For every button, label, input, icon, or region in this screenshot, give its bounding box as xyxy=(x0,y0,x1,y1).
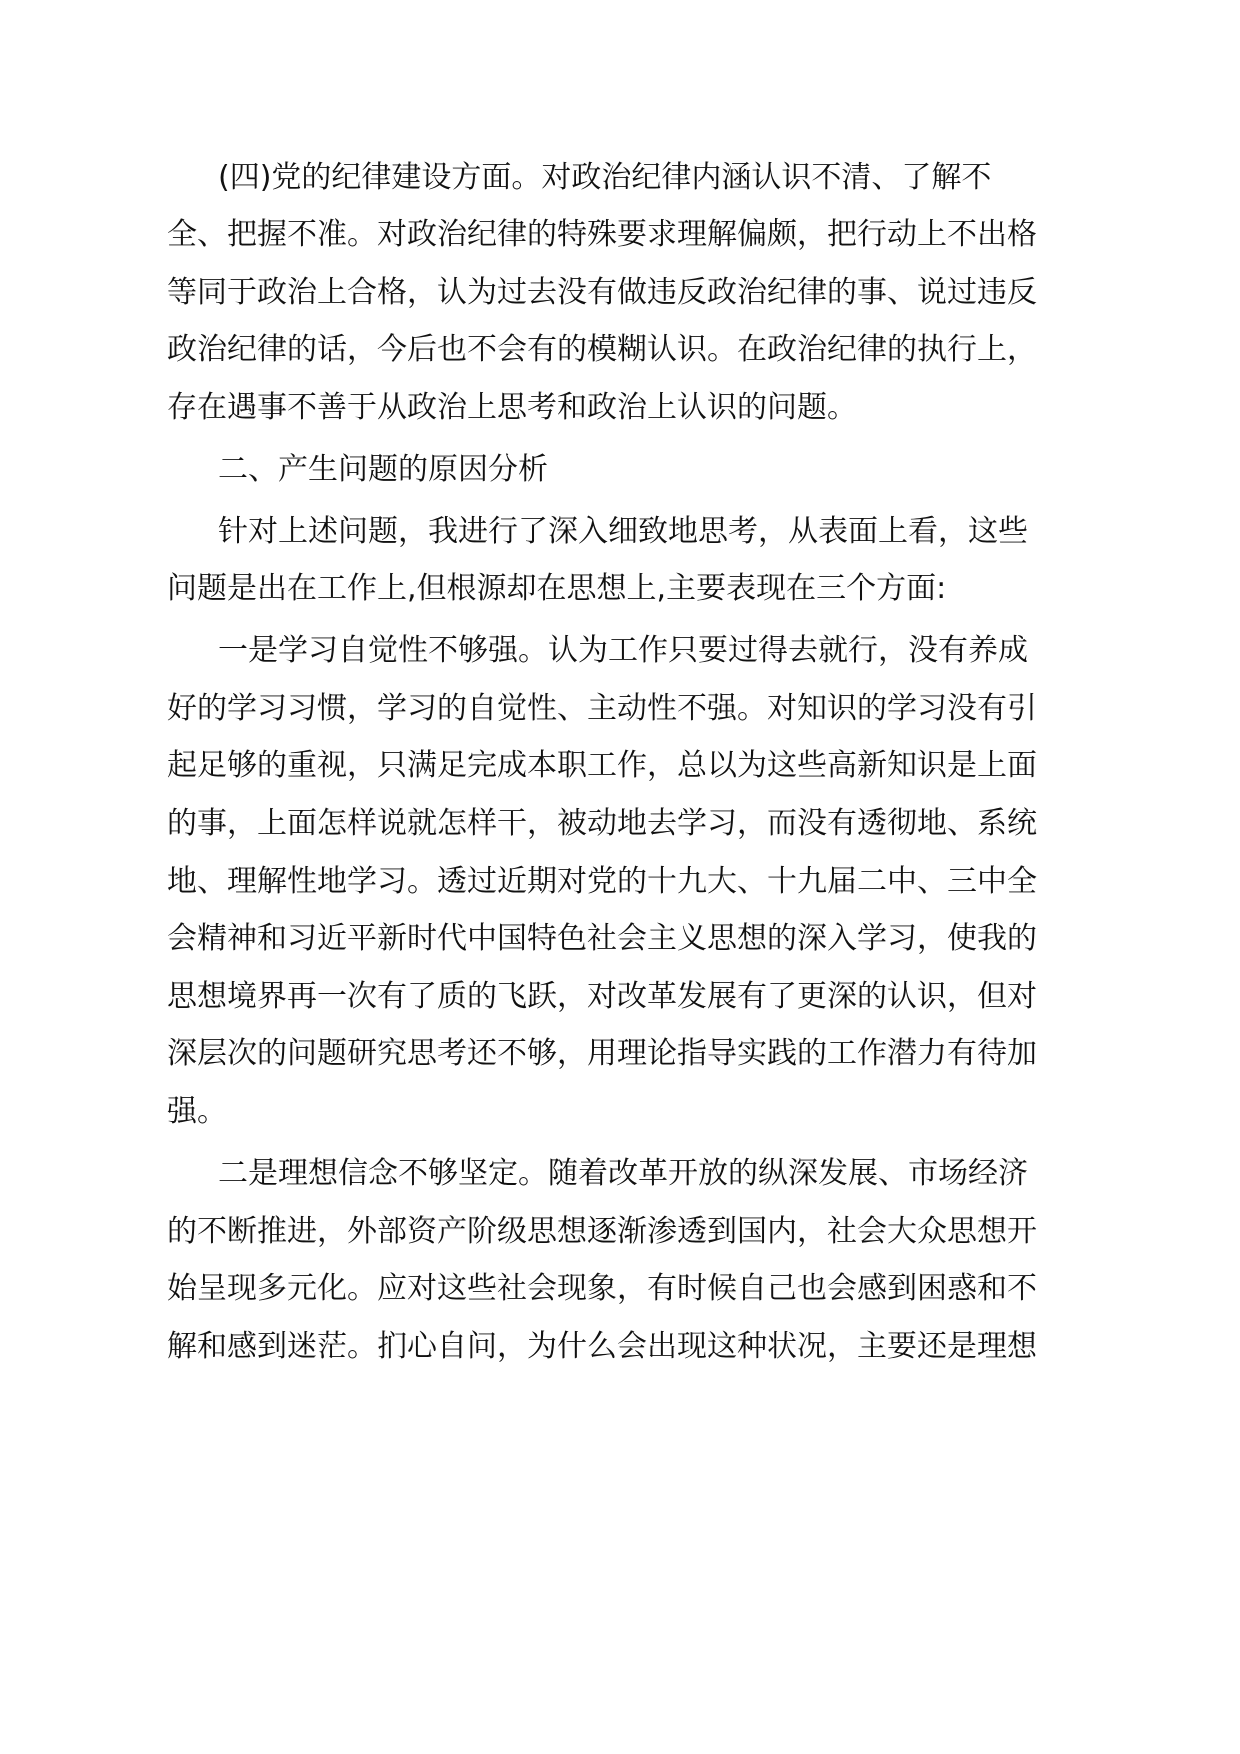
line-text: 好的学习习惯，学习的自觉性、主动性不强。对知识的学习没有引 xyxy=(167,691,1037,726)
text-line xyxy=(0,146,1240,210)
text-line xyxy=(0,677,1240,741)
line-text: 政治纪律的话，今后也不会有的模糊认识。在政治纪律的执行上， xyxy=(167,332,1037,367)
text-line xyxy=(0,500,1240,564)
text-line xyxy=(0,376,1240,440)
text-line xyxy=(0,1080,1240,1144)
text-line xyxy=(0,619,1240,683)
text-line xyxy=(0,1257,1240,1321)
line-text: (四)党的纪律建设方面。对政治纪律内涵认识不清、了解不 xyxy=(218,160,992,195)
line-text: 全、把握不准。对政治纪律的特殊要求理解偏颇，把行动上不出格 xyxy=(167,217,1037,252)
line-text: 一是学习自觉性不够强。认为工作只要过得去就行，没有养成 xyxy=(218,633,1028,668)
text-line xyxy=(0,907,1240,971)
line-text: 二是理想信念不够坚定。随着改革开放的纵深发展、市场经济 xyxy=(218,1156,1028,1191)
text-line xyxy=(0,850,1240,914)
line-text: 存在遇事不善于从政治上思考和政治上认识的问题。 xyxy=(167,390,857,425)
section-heading xyxy=(0,438,1240,502)
line-text: 始呈现多元化。应对这些社会现象，有时候自己也会感到困惑和不 xyxy=(167,1271,1037,1306)
text-line xyxy=(0,965,1240,1029)
line-text: 深层次的问题研究思考还不够，用理论指导实践的工作潜力有待加 xyxy=(167,1036,1037,1071)
line-text: 地、理解性地学习。透过近期对党的十九大、十九届二中、三中全 xyxy=(167,864,1037,899)
line-text: 解和感到迷茫。扪心自问，为什么会出现这种状况，主要还是理想 xyxy=(167,1329,1037,1364)
text-line xyxy=(0,557,1240,621)
line-text: 等同于政治上合格，认为过去没有做违反政治纪律的事、说过违反 xyxy=(167,275,1037,310)
text-line xyxy=(0,1022,1240,1086)
line-text: 思想境界再一次有了质的飞跃，对改革发展有了更深的认识，但对 xyxy=(167,979,1037,1014)
text-line xyxy=(0,734,1240,798)
text-line xyxy=(0,261,1240,325)
heading-text: 二、产生问题的原因分析 xyxy=(218,452,548,487)
line-text: 问题是出在工作上,但根源却在思想上,主要表现在三个方面: xyxy=(167,571,947,606)
line-text: 会精神和习近平新时代中国特色社会主义思想的深入学习，使我的 xyxy=(167,921,1037,956)
line-text: 针对上述问题，我进行了深入细致地思考，从表面上看，这些 xyxy=(218,514,1028,549)
line-text: 的不断推进，外部资产阶级思想逐渐渗透到国内，社会大众思想开 xyxy=(167,1214,1037,1249)
line-text: 的事，上面怎样说就怎样干，被动地去学习，而没有透彻地、系统 xyxy=(167,806,1037,841)
text-line xyxy=(0,1315,1240,1379)
text-line xyxy=(0,792,1240,856)
text-line xyxy=(0,318,1240,382)
text-line xyxy=(0,1200,1240,1264)
line-text: 起足够的重视，只满足完成本职工作，总以为这些高新知识是上面 xyxy=(167,748,1037,783)
line-text: 强。 xyxy=(167,1094,227,1129)
text-line xyxy=(0,1142,1240,1206)
text-line xyxy=(0,203,1240,267)
